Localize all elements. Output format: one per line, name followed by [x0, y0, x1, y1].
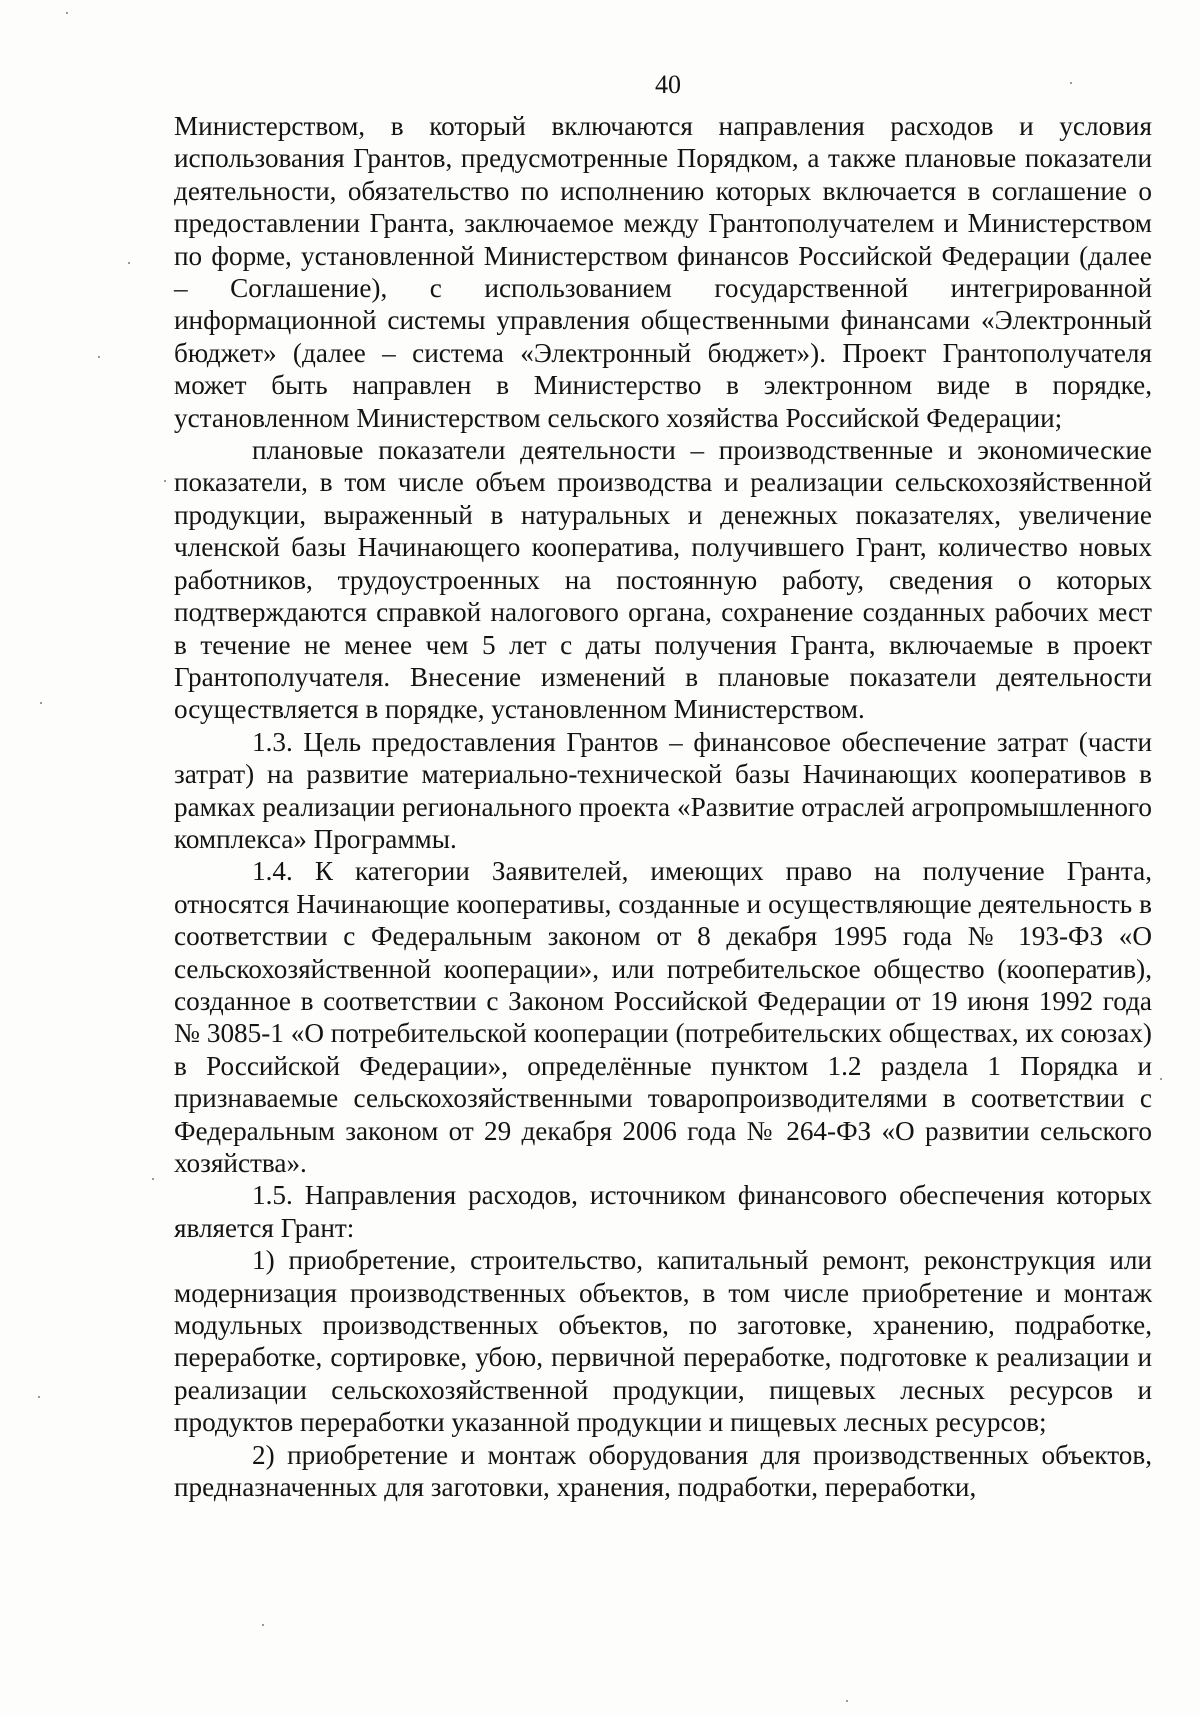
- scan-speck: [1160, 1078, 1162, 1080]
- list-item-1-acquisition-construction: 1) приобретение, строительство, капитальный ремонт, реконструкция или модернизация производственных объектов, в том числе приобретение и монтаж модульных производственных объектов, по заготовке, хранению, подработке, переработке, сортировке, убою, первичной переработке, подготовке к реализации и реализации сельскохозяйственной продукции, пищевых лесных ресурсов и продуктов переработки указанной продукции и пищевых лесных ресурсов;: [174, 1245, 1152, 1438]
- document-body: [174, 110, 1152, 1503]
- list-item-2-equipment-installation: 2) приобретение и монтаж оборудования для производственных объектов, предназначенных для заготовки, хранения, подработки, переработки,: [174, 1439, 1152, 1503]
- scan-speck: [164, 480, 166, 482]
- scan-speck: [38, 1396, 40, 1398]
- paragraph-planned-indicators: плановые показатели деятельности – производственные и экономические показатели, в том числе объем производства и реализации сельскохозяйственной продукции, выраженный в натуральных и денежных показателях, увеличение членской базы Начинающего кооператива, получившего Грант, количество новых работников, трудоустроенных на постоянную работу, сведения о которых подтверждаются справкой налогового органа, сохранение созданных рабочих мест в течение не менее чем 5 лет с даты получения Гранта, включаемые в проект Грантополучателя. Внесение изменений в плановые показатели деятельности осуществляется в порядке, установленном Министерством.: [174, 435, 1152, 725]
- paragraph-ministry-agreement: Министерством, в который включаются направления расходов и условия использования Грантов, предусмотренные Порядком, а также плановые показатели деятельности, обязательство по исполнению которых включается в соглашение о предоставлении Гранта, заключаемое между Грантополучателем и Министерством по форме, установленной Министерством финансов Российской Федерации (далее – Соглашение), с использованием государственной интегрированной информационной системы управления общественными финансами «Электронный бюджет» (далее – система «Электронный бюджет»). Проект Грантополучателя может быть направлен в Министерство в электронном виде в порядке, установленном Министерством сельского хозяйства Российской Федерации;: [174, 111, 1152, 433]
- scan-speck: [98, 356, 100, 358]
- paragraph-1-3-grant-purpose: 1.3. Цель предоставления Грантов – финансовое обеспечение затрат (части затрат) на развитие материально-технической базы Начинающих кооперативов в рамках реализации регионального проекта «Развитие отраслей агропромышленного комплекса» Программы.: [174, 726, 1152, 854]
- scan-speck: [262, 1624, 264, 1626]
- paragraph-1-4-applicant-category: 1.4. К категории Заявителей, имеющих право на получение Гранта, относятся Начинающие кооперативы, созданные и осуществляющие деятельность в соответствии с Федеральным законом от 8 декабря 1995 года № 193-ФЗ «О сельскохозяйственной кооперации», или потребительское общество (кооператив), созданное в соответствии с Законом Российской Федерации от 19 июня 1992 года № 3085-1 «О потребительской кооперации (потребительских обществах, их союзах) в Российской Федерации», определённые пунктом 1.2 раздела 1 Порядка и признаваемые сельскохозяйственными товаропроизводителями в соответствии с Федеральным законом от 29 декабря 2006 года № 264-ФЗ «О развитии сельского хозяйства».: [174, 856, 1152, 1178]
- paragraph-1-5-expense-directions: 1.5. Направления расходов, источником финансового обеспечения которых является Грант:: [174, 1180, 1152, 1243]
- scan-speck: [152, 1178, 154, 1180]
- scan-speck: [1070, 82, 1072, 84]
- scan-speck: [128, 262, 130, 264]
- scan-speck: [40, 702, 42, 704]
- scan-speck: [66, 12, 68, 14]
- scan-speck: [846, 1700, 848, 1702]
- page-number: 40: [655, 70, 681, 99]
